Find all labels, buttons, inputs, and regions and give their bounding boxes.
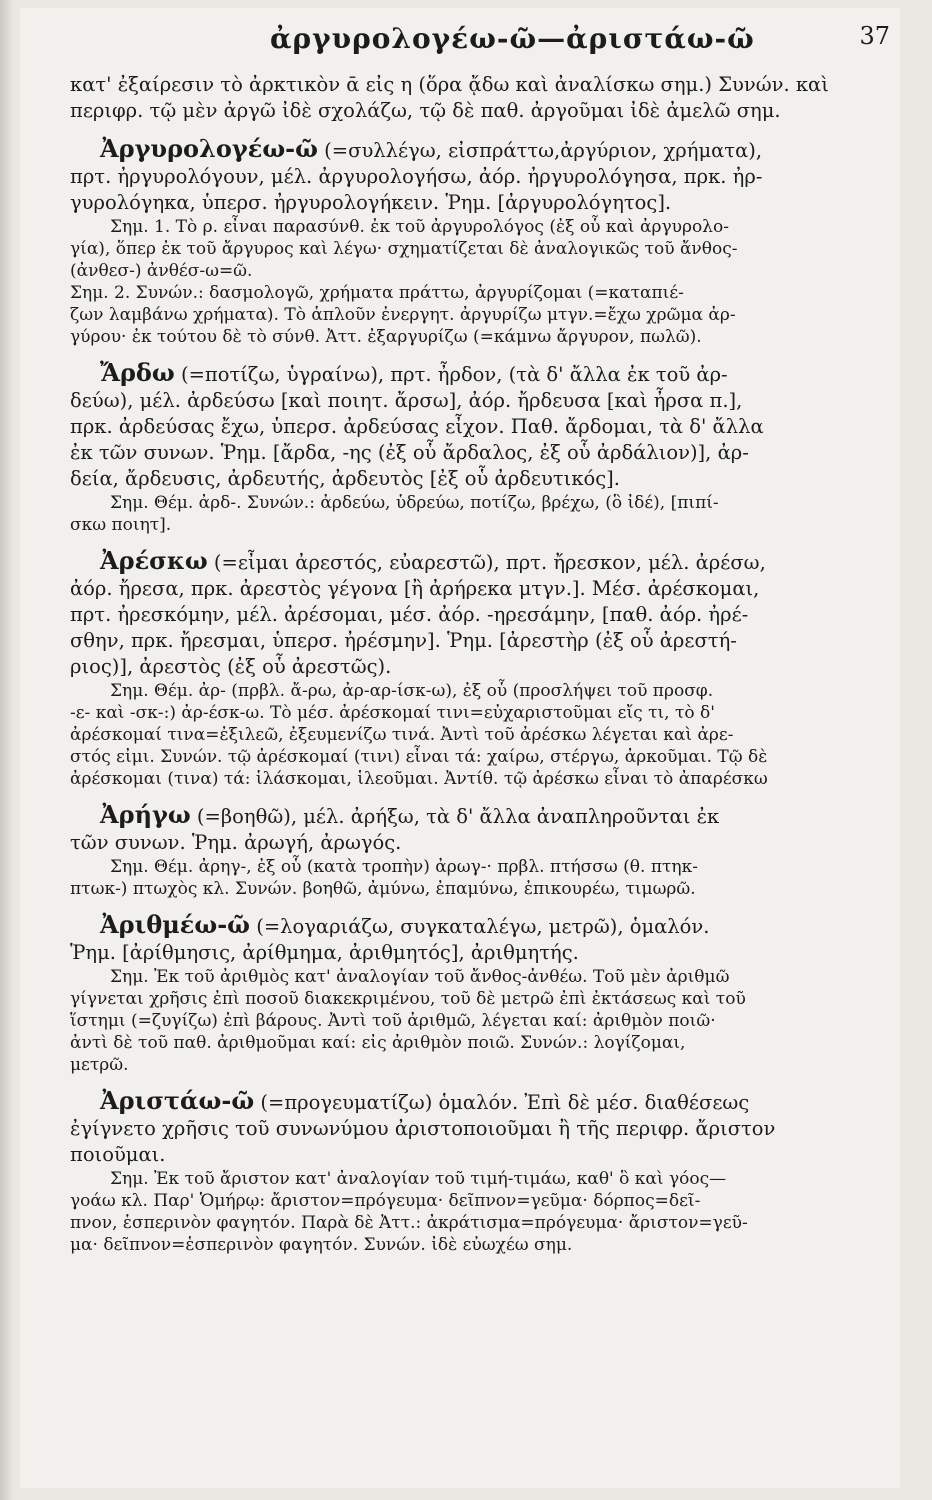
- entry-text-line: πρτ. ἠργυρολόγουν, μέλ. ἀργυρολογήσω, ἀόρ. ἠργυρολόγησα, πρκ. ἠρ-: [70, 165, 763, 188]
- note-line: ἀρέσκομαι (τινα) τά: ἱλάσκομαι, ἱλεοῦμαι. Ἀντίθ. τῷ ἀρέσκω εἶναι τὸ ἀπαρέσκω: [70, 769, 768, 789]
- dictionary-entry: [70, 360, 890, 536]
- entry-lemma: Ἀργυρολογέω-ῶ: [100, 134, 318, 163]
- text-line: κατ' ἐξαίρεσιν τὸ ἀρκτικὸν ᾱ εἰς η (ὅρα ᾄδω καὶ ἀναλίσκω σημ.) Συνών. καὶ: [70, 73, 829, 96]
- entry-text-line: Ῥημ. [ἀρίθμησις, ἀρίθμημα, ἀριθμητός], ἀριθμητής.: [70, 941, 579, 964]
- note-line: Σημ. Θέμ. ἀρδ-. Συνών.: ἀρδεύω, ὑδρεύω, ποτίζω, βρέχω, (ὃ ἰδέ), [πιπί-: [110, 493, 719, 513]
- entry-first-line: [70, 136, 890, 164]
- note-line: Σημ. Ἐκ τοῦ ἀριθμὸς κατ' ἀναλογίαν τοῦ ἄνθος-ἀνθέω. Τοῦ μὲν ἀριθμῶ: [110, 967, 730, 987]
- running-head: ἀργυρολογέω-ῶ—ἀριστάω-ῶ: [270, 22, 755, 55]
- intro-text: [70, 72, 890, 124]
- entry-list: [70, 136, 890, 1256]
- dictionary-entry: [70, 548, 890, 790]
- entry-first-line: [70, 360, 890, 388]
- entry-lemma: Ἄρδω: [100, 358, 175, 387]
- entry-text-line: γυρολόγηκα, ὑπερσ. ἠργυρολογήκειν. Ῥημ. [ἀργυρολόγητος].: [70, 191, 672, 214]
- entry-text-line: πρτ. ἠρεσκόμην, μέλ. ἀρέσομαι, μέσ. ἀόρ. -ηρεσάμην, [παθ. ἀόρ. ἠρέ-: [70, 603, 749, 626]
- entry-head: [70, 360, 890, 492]
- note-line: Σημ. Θέμ. ἀρηγ-, ἐξ οὗ (κατὰ τροπὴν) ἀρωγ-· πρβλ. πτήσσω (θ. πτηκ-: [110, 857, 698, 877]
- entry-first-line: [70, 912, 890, 940]
- entry-first-line: [70, 802, 890, 830]
- note-line: γύρου· ἐκ τούτου δὲ τὸ σύνθ. Ἀττ. ἐξαργυρίζω (=κάμνω ἄργυρον, πωλῶ).: [70, 327, 702, 347]
- note-line: γία), ὅπερ ἐκ τοῦ ἄργυρος καὶ λέγω· σχηματίζεται δὲ ἀναλογικῶς τοῦ ἄνθος-: [70, 239, 738, 259]
- note-line: Σημ. Θέμ. ἀρ- (πρβλ. ἄ-ρω, ἀρ-αρ-ίσκ-ω), ἐξ οὗ (προσλήψει τοῦ προσφ.: [110, 681, 714, 701]
- entry-text-line: δεύω), μέλ. ἀρδεύσω [καὶ ποιητ. ἄρσω], ἀόρ. ἤρδευσα [καὶ ἦρσα π.],: [70, 389, 743, 412]
- entry-definition: (=συλλέγω, εἰσπράττω,ἀργύριον, χρήματα),: [317, 139, 763, 162]
- entry-text-line: ἀόρ. ἤρεσα, πρκ. ἀρεστὸς γέγονα [ἢ ἀρήρεκα μτγν.]. Μέσ. ἀρέσκομαι,: [70, 577, 760, 600]
- note-line: Σημ. 1. Τὸ ρ. εἶναι παρασύνθ. ἐκ τοῦ ἀργυρολόγος (ἐξ οὗ καὶ ἀργυρολο-: [110, 217, 729, 237]
- dictionary-page: [20, 8, 900, 1488]
- note-line: γοάω κλ. Παρ' Ὁμήρῳ: ἄριστον=πρόγευμα· δεῖπνον=γεῦμα· δόρπος=δεῖ-: [70, 1191, 701, 1211]
- entry-note: [70, 492, 890, 536]
- note-line: σκω ποιητ].: [70, 515, 172, 535]
- note-line: πνον, ἑσπερινὸν φαγητόν. Παρὰ δὲ Ἀττ.: ἀκράτισμα=πρόγευμα· ἄριστον=γεῦ-: [70, 1213, 748, 1233]
- entry-text-line: ποιοῦμαι.: [70, 1143, 166, 1166]
- entry-definition: (=ποτίζω, ὑγραίνω), πρτ. ἦρδον, (τὰ δ' ἄλλα ἐκ τοῦ ἀρ-: [174, 363, 728, 386]
- note-line: ἵστημι (=ζυγίζω) ἐπὶ βάρους. Ἀντὶ τοῦ ἀριθμῶ, λέγεται καί: ἀριθμὸν ποιῶ·: [70, 1011, 716, 1031]
- note-line: μετρῶ.: [70, 1055, 129, 1075]
- entry-note: [70, 680, 890, 790]
- dictionary-entry: [70, 802, 890, 900]
- entry-definition: (=εἶμαι ἀρεστός, εὐαρεστῶ), πρτ. ἤρεσκον, μέλ. ἀρέσω,: [207, 551, 766, 574]
- entry-definition: (=λογαριάζω, συγκαταλέγω, μετρῶ), ὁμαλόν.: [250, 915, 710, 938]
- entry-first-line: [70, 548, 890, 576]
- entry-lemma: Ἀρήγω: [100, 800, 191, 829]
- text-line: περιφρ. τῷ μὲν ἀργῶ ἰδὲ σχολάζω, τῷ δὲ παθ. ἀργοῦμαι ἰδὲ ἀμελῶ σημ.: [70, 99, 781, 122]
- entry-text-line: ριος)], ἀρεστὸς (ἐξ οὗ ἀρεστῶς).: [70, 655, 392, 678]
- entry-head: [70, 1088, 890, 1168]
- entry-head: [70, 548, 890, 680]
- entry-definition: (=βοηθῶ), μέλ. ἀρήξω, τὰ δ' ἄλλα ἀναπληροῦνται ἐκ: [190, 805, 720, 828]
- note-line: (ἀνθεσ-) ἀνθέσ-ω=ῶ.: [70, 261, 253, 281]
- note-line: μα· δεῖπνον=ἑσπερινὸν φαγητόν. Συνών. ἰδὲ εὐωχέω σημ.: [70, 1235, 573, 1255]
- note-line: ἀρέσκομαί τινα=ἐξιλεῶ, ἐξευμενίζω τινά. Ἀντὶ τοῦ ἀρέσκω λέγεται καὶ ἀρε-: [70, 725, 734, 745]
- entry-lemma: Ἀριθμέω-ῶ: [100, 910, 251, 939]
- note-line: ζων λαμβάνω χρήματα). Τὸ ἁπλοῦν ἐνεργητ. ἀργυρίζω μτγν.=ἔχω χρῶμα ἀρ-: [70, 305, 736, 325]
- entry-text-line: σθην, πρκ. ἤρεσμαι, ὑπερσ. ἠρέσμην]. Ῥημ. [ἀρεστὴρ (ἐξ οὗ ἀρεστή-: [70, 629, 737, 652]
- note-line: γίγνεται χρῆσις ἐπὶ ποσοῦ διακεκριμένου, τοῦ δὲ μετρῶ ἐπὶ ἐκτάσεως καὶ τοῦ: [70, 989, 746, 1009]
- entry-text-line: δεία, ἄρδευσις, ἀρδευτής, ἀρδευτὸς [ἐξ οὗ ἀρδευτικός].: [70, 467, 620, 490]
- dictionary-entry: [70, 912, 890, 1076]
- entry-lemma: Ἀριστάω-ῶ: [100, 1086, 255, 1115]
- note-line: -ε- καὶ -σκ-:) ἀρ-έσκ-ω. Τὸ μέσ. ἀρέσκομαί τινι=εὐχαριστοῦμαι εἴς τι, τὸ δ': [70, 703, 715, 723]
- entry-text-line: ἐκ τῶν συνων. Ῥημ. [ἄρδα, -ης (ἐξ οὗ ἄρδαλος, ἐξ οὗ ἀρδάλιον)], ἀρ-: [70, 441, 749, 464]
- entry-head: [70, 912, 890, 966]
- entry-lemma: Ἀρέσκω: [100, 546, 208, 575]
- page-number: 37: [859, 22, 890, 50]
- entry-text-line: τῶν συνων. Ῥημ. ἀρωγή, ἀρωγός.: [70, 831, 402, 854]
- note-line: Σημ. 2. Συνών.: δασμολογῶ, χρήματα πράττω, ἀργυρίζομαι (=καταπιέ-: [70, 283, 684, 303]
- page-header: [20, 22, 900, 62]
- page-gutter-shadow: [0, 0, 14, 1500]
- entry-note: [70, 856, 890, 900]
- entry-head: [70, 136, 890, 216]
- note-line: ἀντὶ δὲ τοῦ παθ. ἀριθμοῦμαι καί: εἰς ἀριθμὸν ποιῶ. Συνών.: λογίζομαι,: [70, 1033, 686, 1053]
- entry-note: [70, 1168, 890, 1256]
- note-line: Σημ. Ἐκ τοῦ ἄριστον κατ' ἀναλογίαν τοῦ τιμή-τιμάω, καθ' ὃ καὶ γόος—: [110, 1169, 727, 1189]
- entry-first-line: [70, 1088, 890, 1116]
- dictionary-entry: [70, 1088, 890, 1256]
- entry-definition: (=προγευματίζω) ὁμαλόν. Ἐπὶ δὲ μέσ. διαθέσεως: [254, 1091, 750, 1114]
- entry-note: [70, 966, 890, 1076]
- note-line: πτωκ-) πτωχὸς κλ. Συνών. βοηθῶ, ἀμύνω, ἐπαμύνω, ἐπικουρέω, τιμωρῶ.: [70, 879, 696, 899]
- entry-text-line: πρκ. ἀρδεύσας ἔχω, ὑπερσ. ἀρδεύσας εἶχον. Παθ. ἄρδομαι, τὰ δ' ἄλλα: [70, 415, 764, 438]
- entry-note: [70, 216, 890, 348]
- note-line: στός εἰμι. Συνών. τῷ ἀρέσκομαί (τινι) εἶναι τά: χαίρω, στέργω, ἀρκοῦμαι. Τῷ δὲ: [70, 747, 768, 767]
- page-content: [70, 72, 890, 1268]
- entry-head: [70, 802, 890, 856]
- entry-text-line: ἐγίγνετο χρῆσις τοῦ συνωνύμου ἀριστοποιοῦμαι ἢ τῆς περιφρ. ἄριστον: [70, 1117, 776, 1140]
- dictionary-entry: [70, 136, 890, 348]
